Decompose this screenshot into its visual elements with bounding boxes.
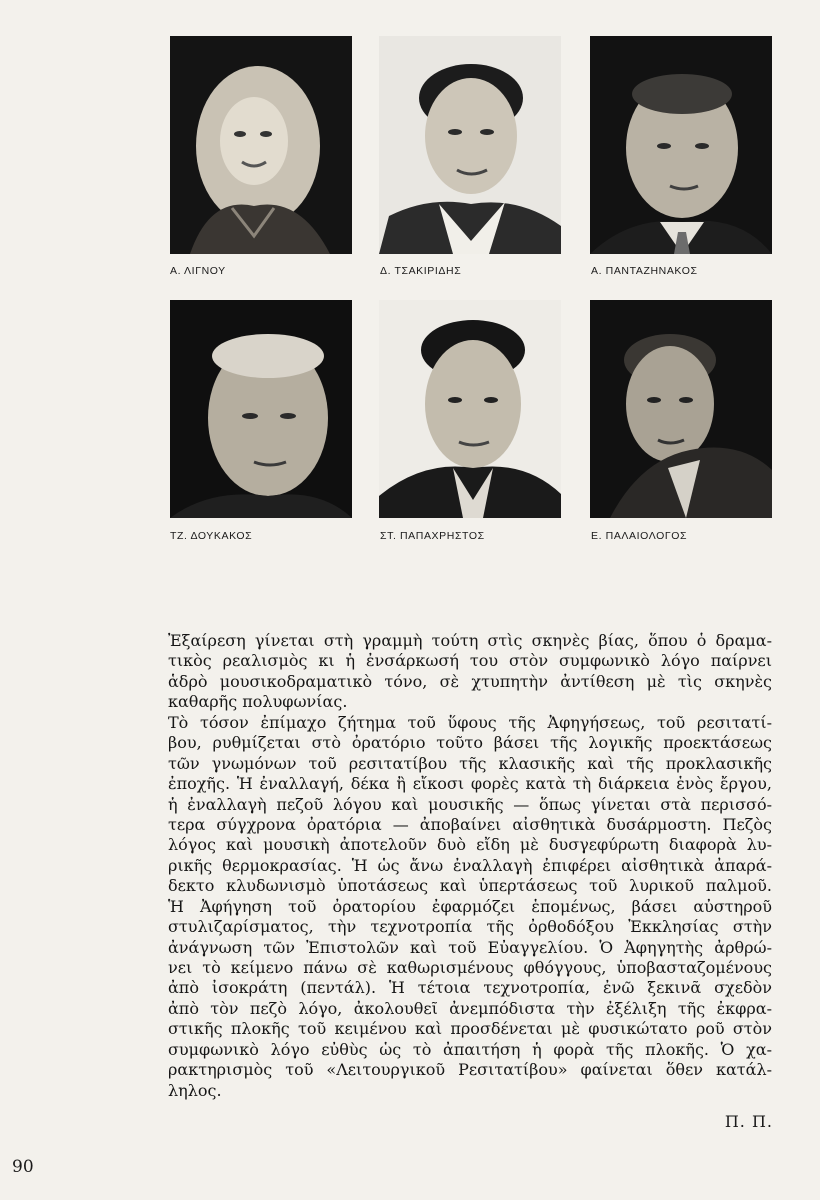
portrait-photo-pantazinakos [590, 36, 772, 254]
article-line: ἐποχῆς. Ἡ ἐναλλαγή, δέκα ἢ εἴκοσι φορὲς κατὰ τὴ διάρκεια ἑνὸς ἔργου, [168, 774, 772, 794]
portrait-photo-doukakos [170, 300, 352, 518]
article-line: ληλος. [168, 1080, 222, 1100]
article-line: τικὸς ρεαλισμὸς κι ἡ ἐνσάρκωσή του στὸν συμφωνικὸ λόγο παίρνει [168, 651, 772, 671]
article-line: τερα σύγχρονα ὀρατόρια — ἀποβαίνει αἰσθητικὰ δυσάρμοστη. Πεζὸς [168, 814, 772, 834]
portrait-caption-doukakos: ΤΖ. ΔΟΥΚΑΚΟΣ [170, 530, 253, 542]
article-body [168, 631, 772, 1101]
portrait-photo-tsakiridis [379, 36, 561, 254]
portrait-caption-tsakiridis: Δ. ΤΣΑΚΙΡΙΔΗΣ [380, 265, 462, 277]
article-line: συμφωνικὸ λόγο εὐθὺς ὡς τὸ ἀπαιτήση ἡ φορὰ τῆς πλοκῆς. Ὁ χα- [168, 1039, 772, 1059]
article-line: βου, ρυθμίζεται στὸ ὀρατόριο τοῦτο βάσει τῆς λογικῆς προεκτάσεως [168, 733, 772, 753]
article-line: Ἡ Ἀφήγηση τοῦ ὀρατορίου ἐφαρμόζει ἑπομένως, βάσει αὐστηροῦ [168, 896, 772, 916]
article-line: δεκτο κλυδωνισμὸ ὑποτάσεως καὶ ὑπερτάσεως τοῦ λυρικοῦ παλμοῦ. [168, 876, 772, 896]
article-line: ρακτηρισμὸς τοῦ «Λειτουργικοῦ Ρεσιτατίβου» φαίνεται ὅθεν κατάλ- [168, 1060, 772, 1080]
article-line: ἁδρὸ μουσικοδραματικὸ τόνο, σὲ χτυπητὴν ἀντίθεση μὲ τὶς σκηνὲς [168, 671, 772, 691]
article-line: λόγος καὶ μουσικὴ ἀποτελοῦν δυὸ εἴδη μὲ δυσγεφύρωτη διαφορὰ λυ- [168, 835, 772, 855]
article-line: Τὸ τόσον ἐπίμαχο ζήτημα τοῦ ὕφους τῆς Ἀφηγήσεως, τοῦ ρεσιτατί- [168, 712, 772, 732]
portrait-caption-palaiologos: Ε. ΠΑΛΑΙΟΛΟΓΟΣ [591, 530, 688, 542]
article-line: ἡ ἐναλλαγὴ πεζοῦ λόγου καὶ μουσικῆς — ὅπως γίνεται στὰ περισσό- [168, 794, 772, 814]
article-line: ἀπὸ ἰσοκράτη (πεντάλ). Ἡ τέτοια τεχνοτροπία, ἐνῶ ξεκινᾶ σχεδὸν [168, 978, 772, 998]
article-line: τῶν γνωμόνων τοῦ ρεσιτατίβου τῆς κλασικῆς καὶ τῆς προκλασικῆς [168, 753, 772, 773]
article-line: ρικῆς θερμοκρασίας. Ἡ ὡς ἄνω ἐναλλαγὴ ἐπιφέρει αἰσθητικὰ ἀπαρά- [168, 855, 772, 875]
article-line: στυλιζαρίσματος, τὴν τεχνοτροπία τῆς ὀρθοδόξου Ἐκκλησίας στὴν [168, 917, 772, 937]
page-number: 90 [12, 1157, 34, 1177]
portrait-caption-lignou: Α. ΛΙΓΝΟΥ [170, 265, 226, 277]
article-line: καθαρῆς πολυφωνίας. [168, 692, 348, 712]
author-signature: Π. Π. [724, 1112, 773, 1131]
portrait-photo-palaiologos [590, 300, 772, 518]
article-line: ἀπὸ τὸν πεζὸ λόγο, ἀκολουθεῖ ἀνεμπόδιστα τὴν ἐξέλιξη τῆς ἐκφρα- [168, 998, 772, 1018]
article-line: ἀνάγνωση τῶν Ἐπιστολῶν καὶ τοῦ Εὐαγγελίου. Ὁ Ἀφηγητὴς ἀρθρώ- [168, 937, 772, 957]
article-line: νει τὸ κείμενο πάνω σὲ καθωρισμένους φθόγγους, ὑποβασταζομένους [168, 958, 772, 977]
portrait-caption-pantazinakos: Α. ΠΑΝΤΑΖΗΝΑΚΟΣ [591, 265, 698, 277]
article-line: Ἐξαίρεση γίνεται στὴ γραμμὴ τούτη στὶς σκηνὲς βίας, ὅπου ὁ δραμα- [168, 631, 772, 650]
portrait-photo-lignou [170, 36, 352, 254]
article-line: στικῆς πλοκῆς τοῦ κειμένου καὶ προσδένεται μὲ φυσικώτατο ροῦ στὸν [168, 1019, 772, 1039]
portrait-photo-papachristos [379, 300, 561, 518]
portrait-caption-papachristos: ΣΤ. ΠΑΠΑΧΡΗΣΤΟΣ [380, 530, 485, 542]
